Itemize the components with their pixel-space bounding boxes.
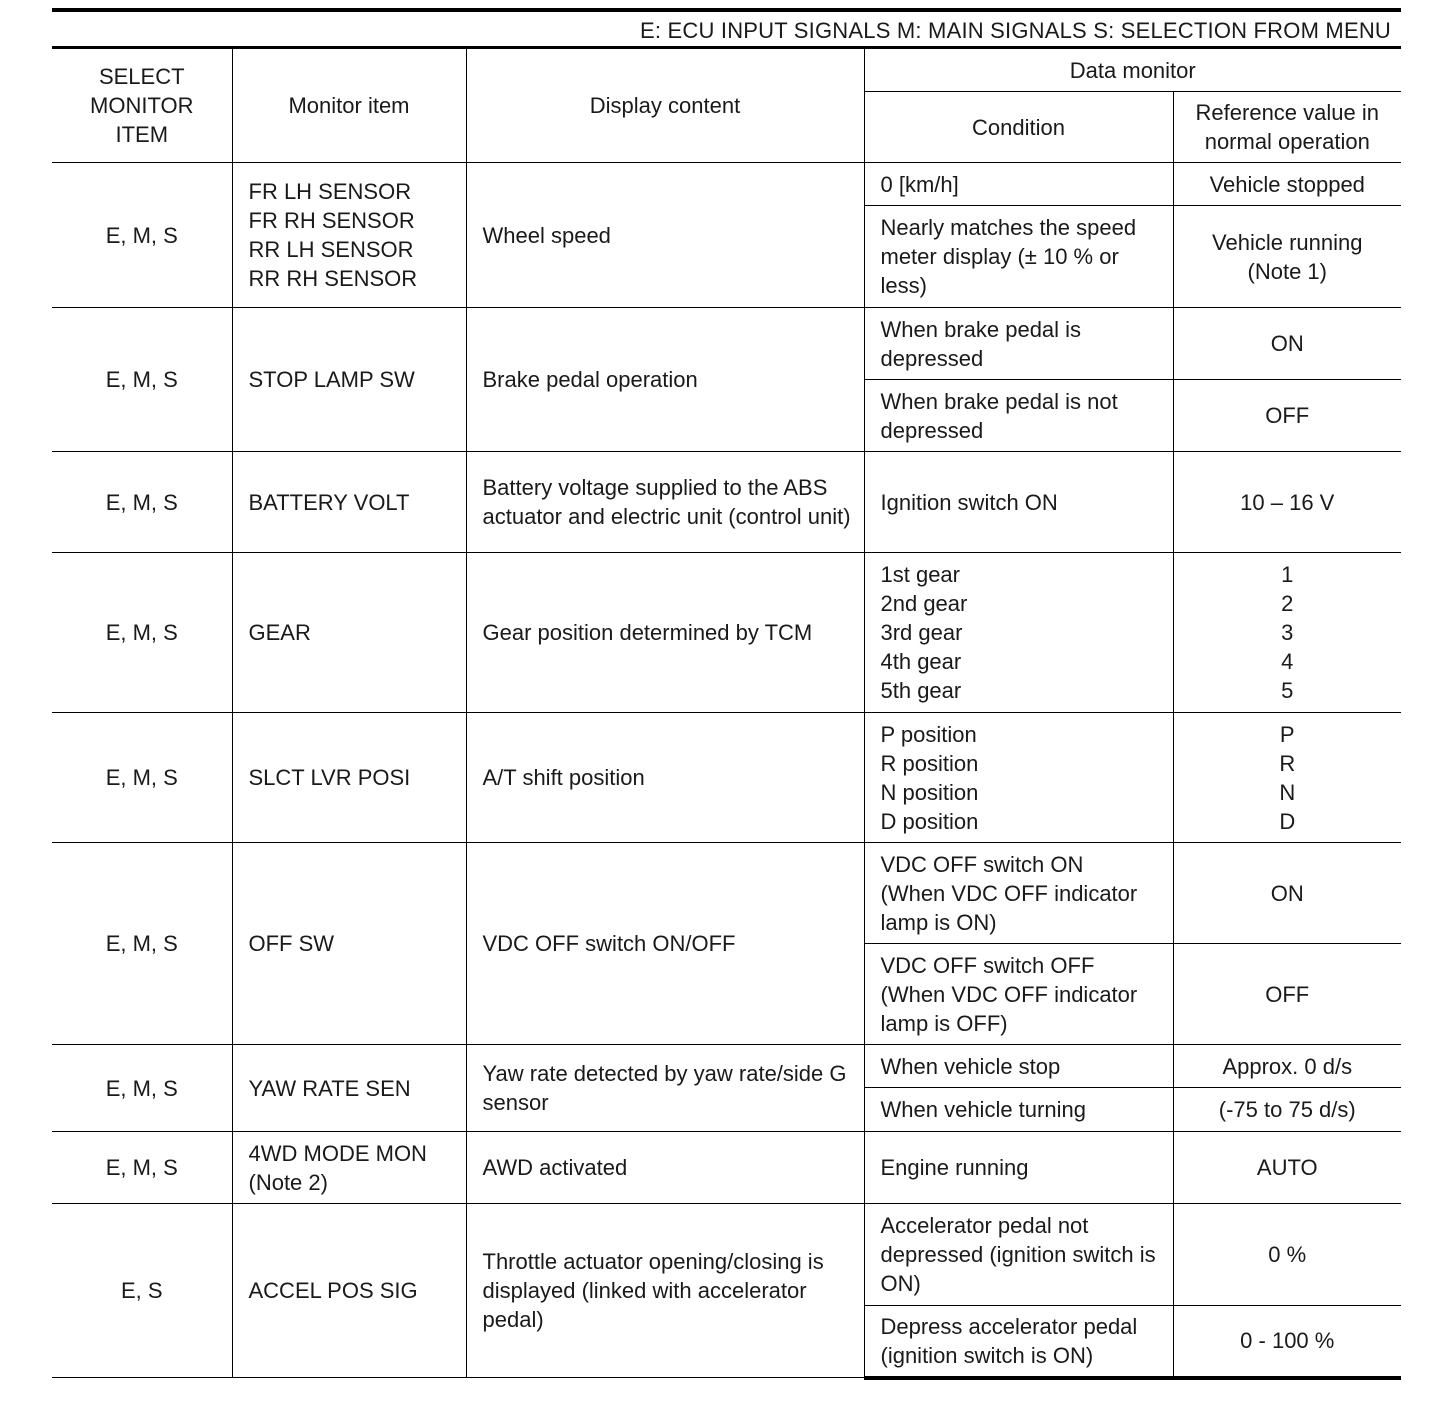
display-content-cell: Battery voltage supplied to the ABS actuator and electric unit (control unit)	[466, 452, 864, 553]
condition-cell: P position R position N position D position	[864, 713, 1173, 843]
monitor-item-cell: GEAR	[232, 553, 466, 713]
header-select-monitor-item: SELECT MONITOR ITEM	[52, 49, 232, 163]
reference-value-cell: ON	[1173, 843, 1401, 944]
condition-cell: Accelerator pedal not depressed (ignition switch is ON)	[864, 1204, 1173, 1306]
display-content-cell: Gear position determined by TCM	[466, 553, 864, 713]
table-row	[52, 163, 1401, 206]
reference-value-cell: (-75 to 75 d/s)	[1173, 1088, 1401, 1132]
header-condition: Condition	[864, 92, 1173, 163]
reference-value-cell: 10 – 16 V	[1173, 452, 1401, 553]
display-content-cell: AWD activated	[466, 1132, 864, 1204]
signal-legend: E: ECU INPUT SIGNALS M: MAIN SIGNALS S: SELECTION FROM MENU	[52, 8, 1401, 48]
monitor-item-cell: 4WD MODE MON (Note 2)	[232, 1132, 466, 1204]
select-monitor-item-cell: E, M, S	[52, 553, 232, 713]
table-row	[52, 452, 1401, 553]
reference-value-cell: OFF	[1173, 944, 1401, 1045]
reference-value-cell: 0 - 100 %	[1173, 1306, 1401, 1378]
table-header	[52, 49, 1401, 163]
monitor-item-cell: YAW RATE SEN	[232, 1045, 466, 1132]
table-row	[52, 553, 1401, 713]
table-row	[52, 843, 1401, 944]
header-data-monitor: Data monitor	[864, 49, 1401, 92]
condition-cell: When vehicle stop	[864, 1045, 1173, 1088]
select-monitor-item-cell: E, S	[52, 1204, 232, 1378]
display-content-cell: A/T shift position	[466, 713, 864, 843]
reference-value-cell: 0 %	[1173, 1204, 1401, 1306]
select-monitor-item-cell: E, M, S	[52, 843, 232, 1045]
monitor-item-cell: ACCEL POS SIG	[232, 1204, 466, 1378]
table-row	[52, 308, 1401, 380]
condition-cell: 0 [km/h]	[864, 163, 1173, 206]
reference-value-cell: Vehicle stopped	[1173, 163, 1401, 206]
select-monitor-item-cell: E, M, S	[52, 163, 232, 308]
monitor-item-cell: FR LH SENSOR FR RH SENSOR RR LH SENSOR RR RH SENSOR	[232, 163, 466, 308]
display-content-cell: VDC OFF switch ON/OFF	[466, 843, 864, 1045]
monitor-item-cell: OFF SW	[232, 843, 466, 1045]
reference-value-cell: AUTO	[1173, 1132, 1401, 1204]
condition-cell: When brake pedal is not depressed	[864, 380, 1173, 452]
select-monitor-item-cell: E, M, S	[52, 452, 232, 553]
condition-cell: Nearly matches the speed meter display (± 10 % or less)	[864, 206, 1173, 308]
table-row	[52, 1045, 1401, 1088]
header-monitor-item: Monitor item	[232, 49, 466, 163]
table-body	[52, 163, 1401, 1378]
display-content-cell: Throttle actuator opening/closing is displayed (linked with accelerator pedal)	[466, 1204, 864, 1378]
reference-value-cell: 1 2 3 4 5	[1173, 553, 1401, 713]
display-content-cell: Brake pedal operation	[466, 308, 864, 452]
condition-cell: Engine running	[864, 1132, 1173, 1204]
reference-value-cell: Vehicle running (Note 1)	[1173, 206, 1401, 308]
condition-cell: When brake pedal is depressed	[864, 308, 1173, 380]
monitor-item-cell: STOP LAMP SW	[232, 308, 466, 452]
condition-cell: Ignition switch ON	[864, 452, 1173, 553]
select-monitor-item-cell: E, M, S	[52, 1132, 232, 1204]
table-row	[52, 1132, 1401, 1204]
reference-value-cell: P R N D	[1173, 713, 1401, 843]
header-reference-value: Reference value in normal operation	[1173, 92, 1401, 163]
data-monitor-document	[52, 8, 1401, 1380]
condition-cell: VDC OFF switch OFF (When VDC OFF indicator lamp is OFF)	[864, 944, 1173, 1045]
reference-value-cell: Approx. 0 d/s	[1173, 1045, 1401, 1088]
select-monitor-item-cell: E, M, S	[52, 713, 232, 843]
data-monitor-table	[52, 48, 1401, 1380]
reference-value-cell: OFF	[1173, 380, 1401, 452]
condition-cell: 1st gear 2nd gear 3rd gear 4th gear 5th gear	[864, 553, 1173, 713]
monitor-item-cell: SLCT LVR POSI	[232, 713, 466, 843]
table-row	[52, 1204, 1401, 1306]
condition-cell: VDC OFF switch ON (When VDC OFF indicator lamp is ON)	[864, 843, 1173, 944]
display-content-cell: Yaw rate detected by yaw rate/side G sensor	[466, 1045, 864, 1132]
table-row	[52, 713, 1401, 843]
monitor-item-cell: BATTERY VOLT	[232, 452, 466, 553]
header-display-content: Display content	[466, 49, 864, 163]
select-monitor-item-cell: E, M, S	[52, 1045, 232, 1132]
select-monitor-item-cell: E, M, S	[52, 308, 232, 452]
condition-cell: When vehicle turning	[864, 1088, 1173, 1132]
condition-cell: Depress accelerator pedal (ignition switch is ON)	[864, 1306, 1173, 1378]
display-content-cell: Wheel speed	[466, 163, 864, 308]
reference-value-cell: ON	[1173, 308, 1401, 380]
